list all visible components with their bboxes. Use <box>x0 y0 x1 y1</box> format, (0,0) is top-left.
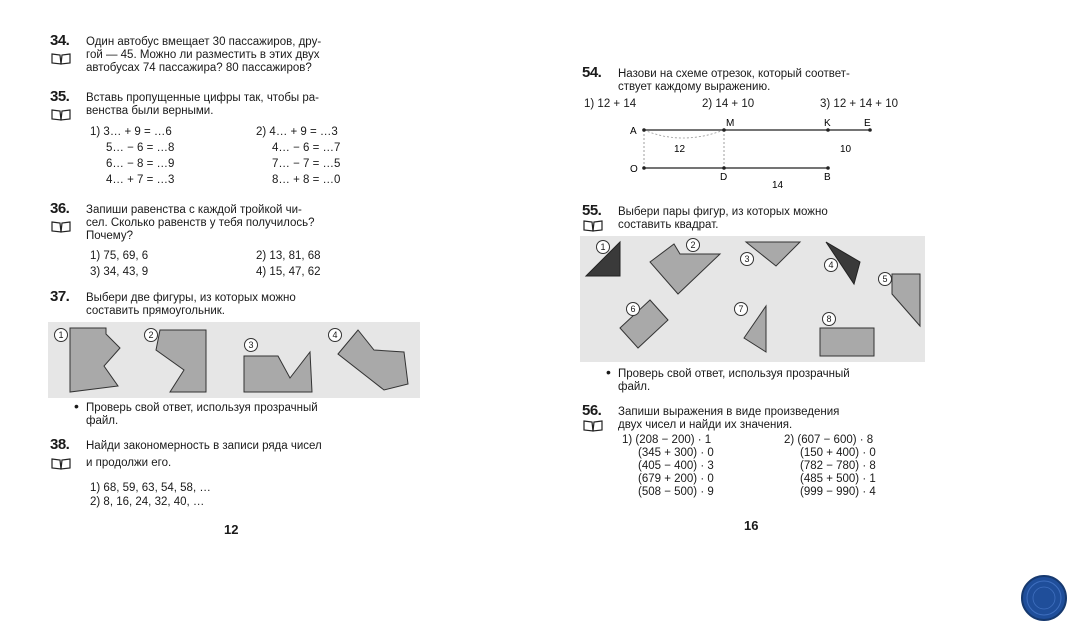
problem-number: 54. <box>582 64 602 81</box>
expression: (345 + 300) · 0 <box>638 447 714 459</box>
bullet-icon: • <box>606 364 611 380</box>
text-line: Проверь свой ответ, используя прозрачный <box>86 402 318 414</box>
expression: (782 − 780) · 8 <box>800 460 876 472</box>
right-textbook-page <box>582 0 927 560</box>
text-line: файл. <box>86 415 119 427</box>
segment-value: 12 <box>674 144 686 155</box>
segment-value: 10 <box>840 144 852 155</box>
equation: 4… + 7 = …3 <box>106 174 175 186</box>
figure-label: 4 <box>328 328 342 342</box>
number-triple: 3) 34, 43, 9 <box>90 266 149 278</box>
text-line: составить прямоугольник. <box>86 305 225 317</box>
figure-label: 2 <box>144 328 158 342</box>
text-line: Выбери пары фигур, из которых можно <box>618 206 828 218</box>
text-line: и продолжи его. <box>86 457 172 469</box>
text-line: Назови на схеме отрезок, который соответ- <box>618 68 850 80</box>
figure-label: 1 <box>596 240 610 254</box>
text-line: Вставь пропущенные цифры так, чтобы ра- <box>86 92 320 104</box>
figure-2-shape <box>156 330 206 392</box>
number-sequence: 1) 68, 59, 63, 54, 58, … <box>90 482 211 494</box>
page-number: 16 <box>744 518 759 533</box>
equation: 2) 4… + 9 = …3 <box>256 126 338 138</box>
left-textbook-page <box>50 0 425 560</box>
problem-number: 55. <box>582 202 602 219</box>
equation: 1) 3… + 9 = …6 <box>90 126 172 138</box>
figure-3-shape <box>746 242 800 266</box>
equation: 5… − 6 = …8 <box>106 142 175 154</box>
text-line: Выбери две фигуры, из которых можно <box>86 292 296 304</box>
text-line: Почему? <box>86 230 133 242</box>
book-icon <box>51 221 71 233</box>
book-icon <box>583 420 603 432</box>
equation: 4… − 6 = …7 <box>272 142 341 154</box>
number-triple: 1) 75, 69, 6 <box>90 250 149 262</box>
expression: 1) 12 + 14 <box>584 98 637 110</box>
point-label: E <box>864 118 871 129</box>
figure-5-shape <box>892 274 920 326</box>
figure-label: 3 <box>244 338 258 352</box>
text-line: составить квадрат. <box>618 219 719 231</box>
book-icon <box>51 53 71 65</box>
problem-number: 37. <box>50 288 70 305</box>
expression: 3) 12 + 14 + 10 <box>820 98 899 110</box>
figure-label: 4 <box>824 258 838 272</box>
figure-2-shape <box>650 244 720 294</box>
figure-4-shape <box>338 330 408 390</box>
text-line: Запиши выражения в виде произведения <box>618 406 840 418</box>
segments-diagram <box>622 116 882 196</box>
segment-value: 14 <box>772 180 784 191</box>
point-label: K <box>824 118 831 129</box>
point-label: D <box>720 172 728 183</box>
text-line: гой — 45. Можно ли разместить в этих двух <box>86 49 320 61</box>
point-label: M <box>726 118 735 129</box>
expression: (485 + 500) · 1 <box>800 473 876 485</box>
text-line: файл. <box>618 381 651 393</box>
problem-number: 56. <box>582 402 602 419</box>
point-label: A <box>630 126 637 137</box>
figure-3-shape <box>244 352 312 392</box>
number-triple: 2) 13, 81, 68 <box>256 250 321 262</box>
figure-8-shape <box>820 328 874 356</box>
figure-label: 5 <box>878 272 892 286</box>
problem-number: 38. <box>50 436 70 453</box>
number-sequence: 2) 8, 16, 24, 32, 40, … <box>90 496 205 508</box>
expression: 2) (607 − 600) · 8 <box>784 434 874 446</box>
book-icon <box>51 458 71 470</box>
expression: (679 + 200) · 0 <box>638 473 714 485</box>
figure-label: 8 <box>822 312 836 326</box>
expression: (405 − 400) · 3 <box>638 460 714 472</box>
text-line: автобусах 74 пассажира? 80 пассажиров? <box>86 62 312 74</box>
figure-7-shape <box>744 306 766 352</box>
text-line: Проверь свой ответ, используя прозрачный <box>618 368 850 380</box>
figure-label: 1 <box>54 328 68 342</box>
text-line: сел. Сколько равенств у тебя получилось? <box>86 217 315 229</box>
problem-number: 36. <box>50 200 70 217</box>
point-label: O <box>630 164 638 175</box>
expression: 1) (208 − 200) · 1 <box>622 434 712 446</box>
text-line: двух чисел и найди их значения. <box>618 419 793 431</box>
expression: 2) 14 + 10 <box>702 98 755 110</box>
expression: (508 − 500) · 9 <box>638 486 714 498</box>
number-triple: 4) 15, 47, 62 <box>256 266 321 278</box>
bullet-icon: • <box>74 398 79 414</box>
problem-number: 34. <box>50 32 70 49</box>
equation: 8… + 8 = …0 <box>272 174 341 186</box>
book-icon <box>583 220 603 232</box>
expression: (999 − 990) · 4 <box>800 486 876 498</box>
text-line: венства были верными. <box>86 105 214 117</box>
figure-label: 6 <box>626 302 640 316</box>
expression: (150 + 400) · 0 <box>800 447 876 459</box>
figure-1-shape <box>70 328 120 392</box>
book-icon <box>51 109 71 121</box>
text-line: Запиши равенства с каждой тройкой чи- <box>86 204 302 216</box>
equation: 6… − 8 = …9 <box>106 158 175 170</box>
figure-label: 7 <box>734 302 748 316</box>
equation: 7… − 7 = …5 <box>272 158 341 170</box>
point-label: B <box>824 172 831 183</box>
globe-logo-icon <box>1020 574 1068 622</box>
figure-label: 3 <box>740 252 754 266</box>
page-number: 12 <box>224 522 239 537</box>
text-line: Найди закономерность в записи ряда чисел <box>86 440 322 452</box>
text-line: Один автобус вмещает 30 пассажиров, дру- <box>86 36 322 48</box>
figure-label: 2 <box>686 238 700 252</box>
problem-number: 35. <box>50 88 70 105</box>
figures-37 <box>48 322 420 400</box>
text-line: ствует каждому выражению. <box>618 81 771 93</box>
